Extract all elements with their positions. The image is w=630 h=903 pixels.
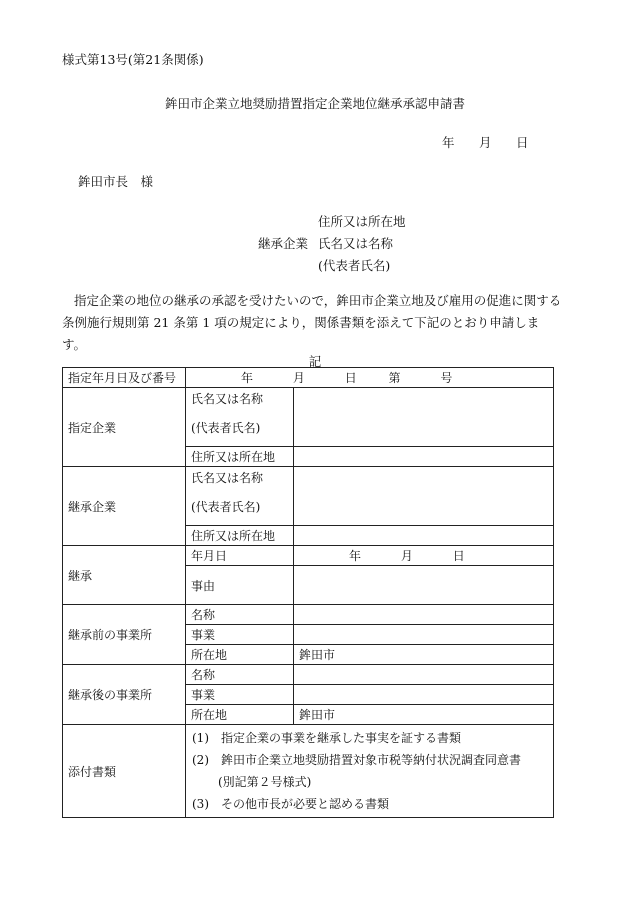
row-succession-date [63, 546, 554, 566]
successor-address-value[interactable] [294, 526, 554, 546]
date-day-label: 日 [516, 135, 529, 150]
before-office-name-value[interactable] [294, 605, 554, 625]
successor-company-label: 継承企業 [63, 467, 186, 546]
designation-value-cell[interactable] [186, 368, 554, 388]
before-office-name-label: 名称 [186, 605, 294, 625]
document-title: 鉾田市企業立地奨励措置指定企業地位継承承認申請書 [164, 96, 465, 111]
row-designated-name [63, 388, 554, 409]
attachment-item: (2) 鉾田市企業立地奨励措置対象市税等納付状況調査同意書 [192, 753, 522, 767]
attachment-item-note: (別記第２号様式) [218, 775, 312, 789]
before-office-business-label: 事業 [186, 625, 294, 645]
designation-year: 年 [241, 371, 254, 385]
succession-date-label: 年月日 [186, 546, 294, 566]
successor-rep-label: (代表者氏名) [186, 487, 294, 526]
designation-month: 月 [292, 371, 305, 385]
row-after-name [63, 665, 554, 685]
succession-day: 日 [452, 549, 465, 563]
succession-label: 継承 [63, 546, 186, 605]
designated-name-value[interactable] [294, 388, 554, 447]
before-office-location-label: 所在地 [186, 645, 294, 665]
row-before-name [63, 605, 554, 625]
successor-address-label: 住所又は所在地 [186, 526, 294, 546]
application-body-text: 指定企業の地位の継承の承認を受けたいので，鉾田市企業立地及び雇用の促進に関する条例施行規則第 21 条第 1 項の規定により，関係書類を添えて下記のとおり申請します。 [62, 293, 562, 352]
before-office-label: 継承前の事業所 [63, 605, 186, 665]
designated-rep-label: (代表者氏名) [186, 408, 294, 447]
before-office-business-value[interactable] [294, 625, 554, 645]
applicant-name-label: 氏名又は名称 [318, 236, 394, 251]
designation-day: 日 [344, 371, 357, 385]
attachment-item: (1) 指定企業の事業を継承した事実を証する書類 [192, 731, 461, 745]
successor-name-label: 氏名又は名称 [186, 467, 294, 488]
designation-go: 号 [440, 371, 453, 385]
succession-reason-value[interactable] [294, 566, 554, 605]
designated-name-label: 氏名又は名称 [186, 388, 294, 409]
attachments-label: 添付書類 [63, 725, 186, 818]
after-office-name-label: 名称 [186, 665, 294, 685]
after-office-business-value[interactable] [294, 685, 554, 705]
after-office-location-value[interactable]: 鉾田市 [294, 705, 554, 725]
applicant-role-label: 継承企業 [258, 236, 309, 251]
addressee: 鉾田市長 様 [78, 174, 154, 189]
designated-address-label: 住所又は所在地 [186, 447, 294, 467]
designated-address-value[interactable] [294, 447, 554, 467]
row-successor-name [63, 467, 554, 488]
row-designation [63, 368, 554, 388]
row-attachments [63, 725, 554, 818]
succession-date-value[interactable] [294, 546, 554, 566]
application-form-table [62, 367, 554, 818]
successor-name-value[interactable] [294, 467, 554, 526]
ki-heading: 記 [308, 354, 322, 369]
succession-reason-label: 事由 [186, 566, 294, 605]
attachments-list [186, 725, 554, 818]
date-year-label: 年 [442, 135, 455, 150]
succession-month: 月 [400, 549, 413, 563]
applicant-address-label: 住所又は所在地 [318, 214, 406, 229]
before-office-location-value[interactable]: 鉾田市 [294, 645, 554, 665]
after-office-name-value[interactable] [294, 665, 554, 685]
after-office-business-label: 事業 [186, 685, 294, 705]
designated-company-label: 指定企業 [63, 388, 186, 467]
form-number: 様式第13号(第21条関係) [62, 52, 204, 67]
succession-year: 年 [349, 549, 362, 563]
after-office-location-label: 所在地 [186, 705, 294, 725]
designation-label: 指定年月日及び番号 [63, 368, 186, 388]
date-month-label: 月 [479, 135, 492, 150]
after-office-label: 継承後の事業所 [63, 665, 186, 725]
applicant-rep-label: (代表者氏名) [318, 258, 391, 273]
attachment-item: (3) その他市長が必要と認める書類 [192, 797, 389, 811]
designation-dai: 第 [388, 371, 401, 385]
